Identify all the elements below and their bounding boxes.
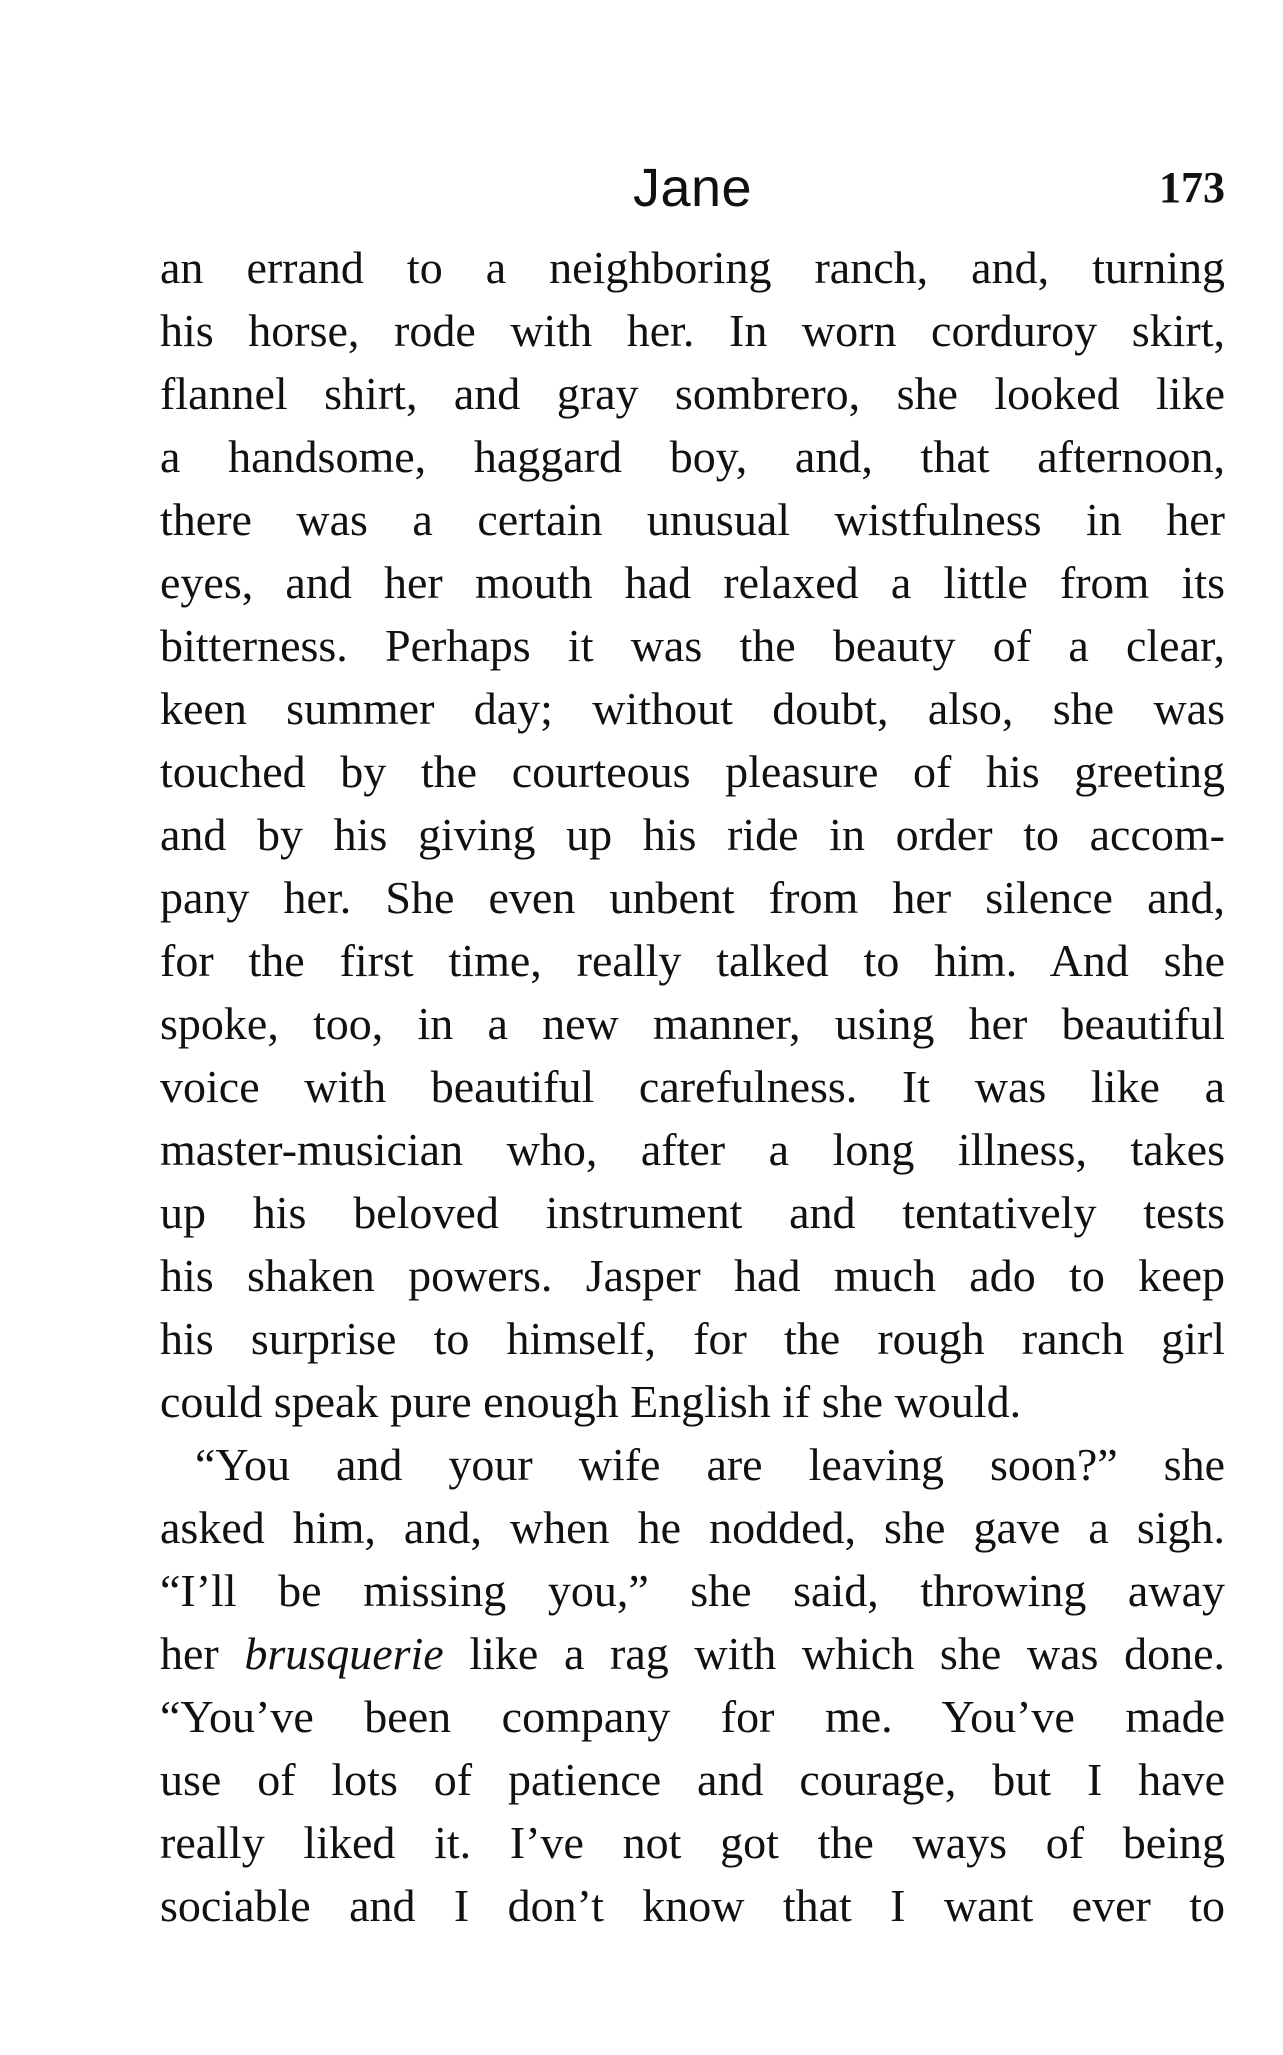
text-line: there was a certain unusual wistfulness in her <box>160 494 1225 545</box>
text-line: a handsome, haggard boy, and, that afternoon, <box>160 431 1225 482</box>
paragraph-end-line: could speak pure enough English if she would. <box>160 1376 1022 1427</box>
text-line: use of lots of patience and courage, but I have <box>160 1754 1225 1805</box>
text-line: touched by the courteous pleasure of his greeting <box>160 746 1225 797</box>
text-line: his horse, rode with her. In worn corduroy skirt, <box>160 305 1225 356</box>
text-segment: her <box>160 1628 245 1679</box>
text-line: “You’ve been company for me. You’ve made <box>160 1691 1225 1742</box>
text-line: up his beloved instrument and tentatively tests <box>160 1187 1225 1238</box>
text-segment: like a rag with which she was done. <box>443 1628 1225 1679</box>
page-number: 173 <box>1159 163 1225 212</box>
text-line: flannel shirt, and gray sombrero, she looked like <box>160 368 1225 419</box>
text-line: keen summer day; without doubt, also, she was <box>160 683 1225 734</box>
text-line: for the first time, really talked to him. And she <box>160 935 1225 986</box>
text-line: and by his giving up his ride in order to accom- <box>160 809 1225 860</box>
body-text <box>160 236 1225 1937</box>
text-line: bitterness. Perhaps it was the beauty of a clear, <box>160 620 1225 671</box>
paragraph-start-line: “You and your wife are leaving soon?” she <box>195 1439 1225 1490</box>
text-line: eyes, and her mouth had relaxed a little from its <box>160 557 1225 608</box>
text-line: sociable and I don’t know that I want ever to <box>160 1880 1225 1931</box>
text-line: his shaken powers. Jasper had much ado to keep <box>160 1250 1225 1301</box>
text-line: an errand to a neighboring ranch, and, turning <box>160 242 1225 293</box>
text-line: pany her. She even unbent from her silence and, <box>160 872 1225 923</box>
text-line: spoke, too, in a new manner, using her beautiful <box>160 998 1225 1049</box>
running-title: Jane <box>632 158 753 218</box>
text-line: his surprise to himself, for the rough ranch girl <box>160 1313 1225 1364</box>
text-line: asked him, and, when he nodded, she gave a sigh. <box>160 1502 1225 1553</box>
text-line: really liked it. I’ve not got the ways of being <box>160 1817 1225 1868</box>
text-line: “I’ll be missing you,” she said, throwing away <box>160 1565 1225 1616</box>
text-line: voice with beautiful carefulness. It was like a <box>160 1061 1225 1112</box>
page-header <box>160 148 1225 228</box>
italic-word: brusquerie <box>244 1628 444 1679</box>
text-line: master-musician who, after a long illness, takes <box>160 1124 1225 1175</box>
text-line-with-italic <box>160 1622 1225 1685</box>
